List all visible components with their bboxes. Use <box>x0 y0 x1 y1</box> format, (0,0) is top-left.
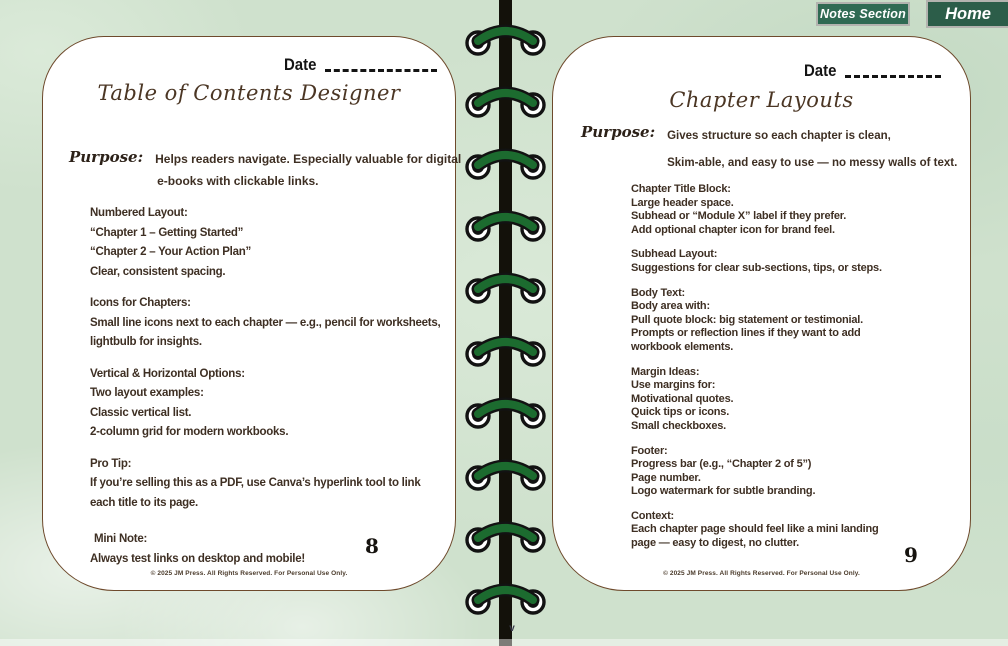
section-footer-ideas <box>631 445 882 499</box>
body-line: Classic vertical list. <box>90 406 192 419</box>
body-line: Two layout examples: <box>90 387 204 399</box>
body-line: Vertical & Horizontal Options: <box>90 367 245 380</box>
section-pro-tip <box>90 455 440 514</box>
purpose-text <box>667 123 957 177</box>
bottom-edge <box>0 639 1008 646</box>
page-right <box>552 36 971 591</box>
body-line: Clear, consistent spacing. <box>90 265 226 278</box>
page-number: 8 <box>365 534 379 558</box>
binder-ring-icon <box>452 77 558 123</box>
body-line: Mini Note: <box>94 533 148 545</box>
body-line: Always test links on desktop and mobile! <box>90 552 305 565</box>
body-line: If you’re selling this as a PDF, use Canva’s hyperlink tool to link <box>90 477 421 489</box>
body-line: Footer: <box>631 444 668 457</box>
body-line: Margin Ideas: <box>631 365 700 378</box>
body-line: “Chapter 2 – Your Action Plan” <box>90 246 251 258</box>
notes-section-button[interactable]: Notes Section <box>816 2 910 26</box>
body-line: Use margins for: <box>631 379 716 392</box>
purpose-label: Purpose: <box>581 123 656 141</box>
body-line: Suggestions for clear sub-sections, tips, or steps. <box>631 261 882 274</box>
page-title: Table of Contents Designer <box>97 81 401 105</box>
body-line: workbook elements. <box>631 340 734 353</box>
body-line: Subhead Layout: <box>631 248 718 261</box>
body-line: Prompts or reflection lines if they want to add <box>631 327 861 340</box>
section-vertical-horizontal <box>90 365 440 443</box>
body-line: Body Text: <box>631 286 686 299</box>
body-line: lightbulb for insights. <box>90 336 202 348</box>
binder-ring-icon <box>452 388 558 434</box>
date-fill-line[interactable] <box>325 69 437 72</box>
purpose-line: e-books with clickable links. <box>157 174 319 188</box>
body-line: Motivational quotes. <box>631 392 734 405</box>
body-line: Pull quote block: big statement or testimonial. <box>631 313 864 326</box>
body-line: Small line icons next to each chapter — e.g., pencil for worksheets, <box>90 316 441 329</box>
date-row <box>284 55 437 75</box>
section-context <box>631 510 882 551</box>
date-row <box>804 61 941 81</box>
section-margin-ideas <box>631 366 882 434</box>
body-line: Context: <box>631 509 675 522</box>
body-line: Progress bar (e.g., “Chapter 2 of 5”) <box>631 458 812 471</box>
body-line: Icons for Chapters: <box>90 297 191 309</box>
body-line: Each chapter page should feel like a mini landing <box>631 523 879 536</box>
body-line: Quick tips or icons. <box>631 406 730 419</box>
binder-ring-icon <box>452 450 558 496</box>
page-body <box>90 204 440 581</box>
purpose-label: Purpose: <box>69 148 144 166</box>
purpose-row <box>69 148 461 192</box>
body-line: Add optional chapter icon for brand feel. <box>631 223 835 236</box>
binder-ring-icon <box>452 139 558 185</box>
binder-ring-icon <box>452 263 558 309</box>
page-body <box>631 183 882 562</box>
purpose-line: Helps readers navigate. Especially valuable for digital <box>155 152 462 166</box>
body-line: “Chapter 1 – Getting Started” <box>90 226 244 239</box>
body-line: page — easy to digest, no clutter. <box>631 537 800 550</box>
body-line: 2-column grid for modern workbooks. <box>90 426 289 438</box>
copyright-footer: © 2025 JM Press. All Rights Reserved. For Personal Use Only. <box>663 570 860 577</box>
body-line: Page number. <box>631 471 701 484</box>
purpose-line: Skim-able, and easy to use — no messy walls of text. <box>667 157 958 169</box>
body-line: Pro Tip: <box>90 457 132 470</box>
body-line: Subhead or “Module X” label if they prefer. <box>631 210 847 223</box>
binder-ring-icon <box>452 512 558 558</box>
page-number: 9 <box>904 543 918 567</box>
date-fill-line[interactable] <box>845 75 941 78</box>
body-line: Large header space. <box>631 196 734 209</box>
binder-ring-icon <box>452 201 558 247</box>
section-numbered-layout <box>90 204 440 282</box>
section-icons-for-chapters <box>90 294 440 353</box>
purpose-row <box>581 123 957 177</box>
binder-ring-icon <box>452 15 558 61</box>
page-left <box>42 36 462 591</box>
purpose-text <box>155 148 461 192</box>
home-button[interactable]: Home <box>926 0 1008 28</box>
section-chapter-title-block <box>631 183 882 237</box>
binder-ring-icon <box>452 574 558 620</box>
copyright-footer: © 2025 JM Press. All Rights Reserved. For Personal Use Only. <box>150 570 348 577</box>
chevron-down-icon[interactable]: v <box>509 623 515 634</box>
body-line: Body area with: <box>631 300 710 313</box>
page-title: Chapter Layouts <box>669 88 854 112</box>
body-line: Chapter Title Block: <box>631 183 731 195</box>
section-body-text <box>631 287 882 355</box>
date-label: Date <box>284 55 317 74</box>
purpose-line: Gives structure so each chapter is clean, <box>667 130 891 142</box>
section-mini-note <box>90 530 440 569</box>
section-subhead-layout <box>631 248 882 275</box>
body-line: Small checkboxes. <box>631 419 727 432</box>
body-line: Numbered Layout: <box>90 207 188 219</box>
body-line: Logo watermark for subtle branding. <box>631 485 816 498</box>
body-line: each title to its page. <box>90 496 198 509</box>
binder-ring-icon <box>452 326 558 372</box>
date-label: Date <box>804 61 837 80</box>
